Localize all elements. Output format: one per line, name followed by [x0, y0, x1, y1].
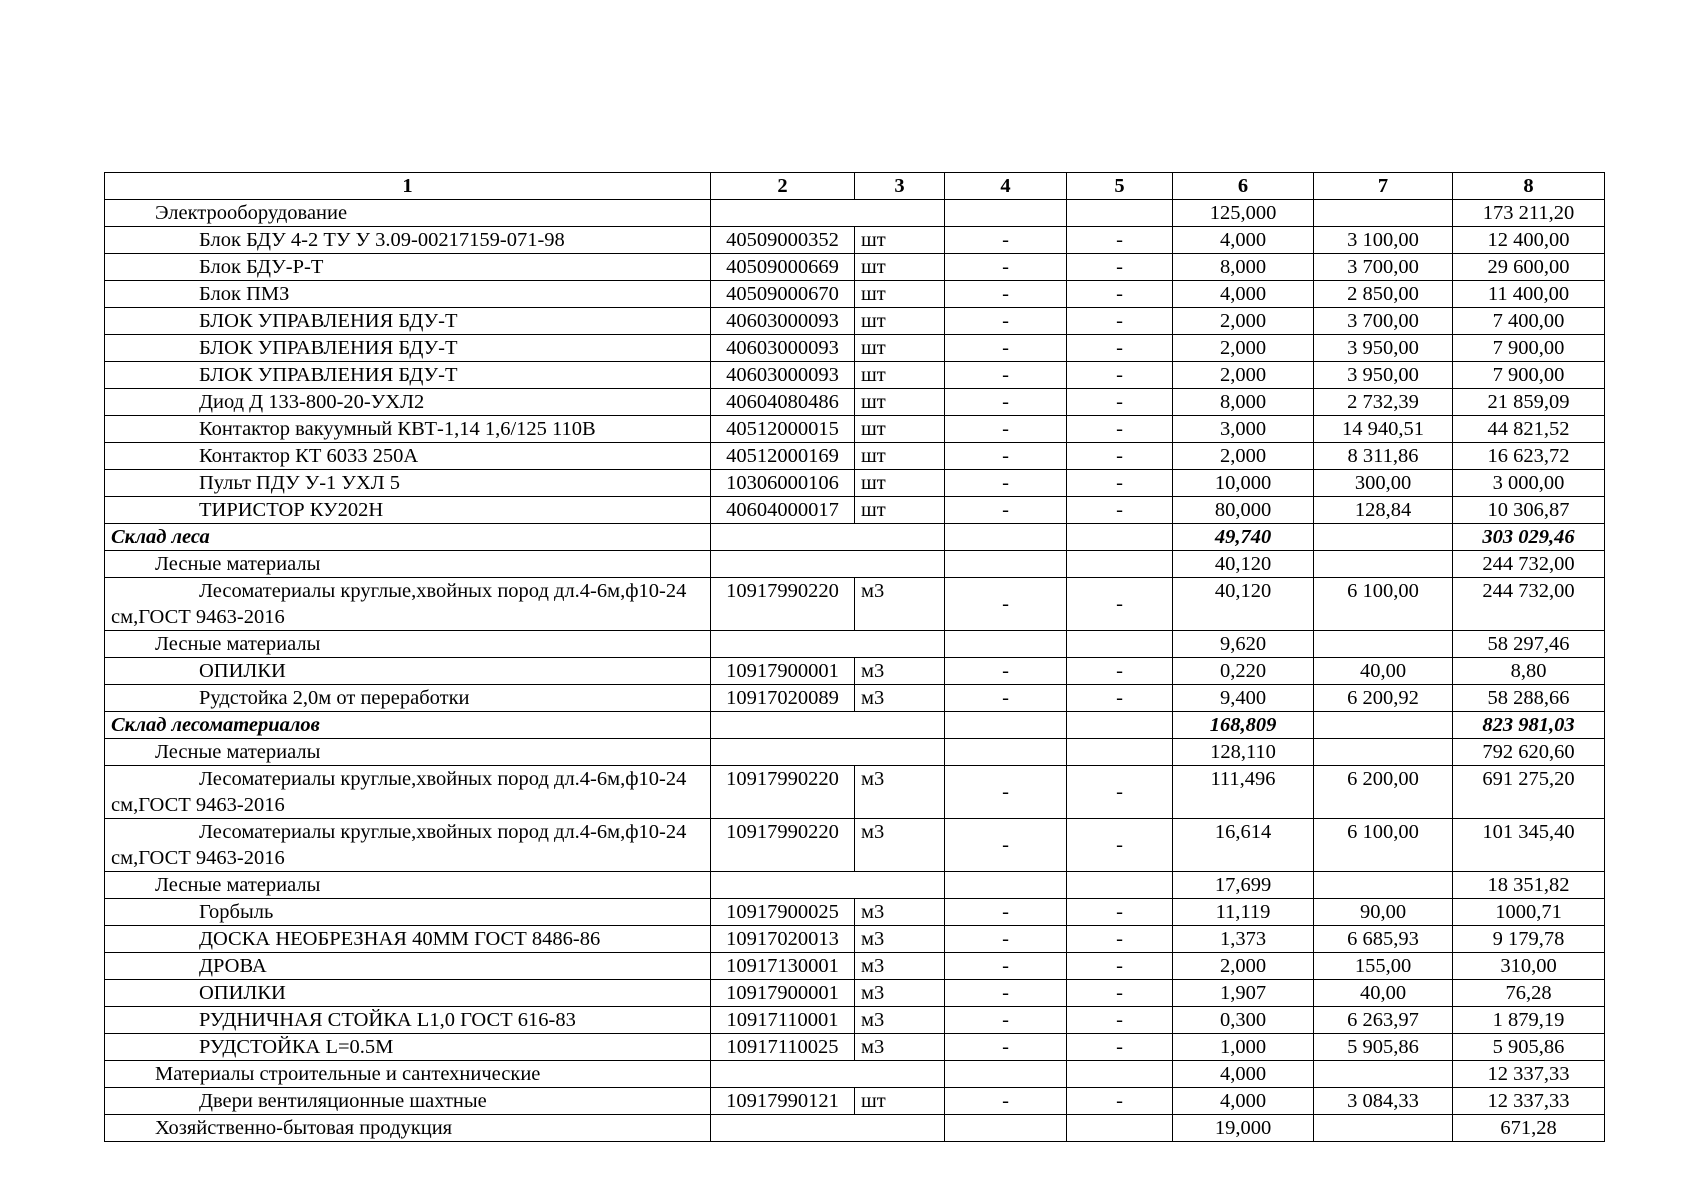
item-name-cell: Горбыль — [105, 899, 711, 926]
empty-cell — [711, 739, 945, 766]
empty-cell — [1314, 872, 1453, 899]
col5-cell: - — [1067, 1088, 1173, 1115]
group-name-cell: Лесные материалы — [105, 631, 711, 658]
sum-cell: 18 351,82 — [1453, 872, 1605, 899]
empty-cell — [945, 524, 1067, 551]
sum-cell: 8,80 — [1453, 658, 1605, 685]
empty-cell — [711, 872, 945, 899]
table-row — [105, 819, 1605, 872]
code-cell: 10917020013 — [711, 926, 855, 953]
quantity-cell: 17,699 — [1173, 872, 1314, 899]
table-row — [105, 980, 1605, 1007]
col4-cell: - — [945, 470, 1067, 497]
col5-cell: - — [1067, 281, 1173, 308]
item-name-cell: Рудстойка 2,0м от переработки — [105, 685, 711, 712]
col5-cell: - — [1067, 227, 1173, 254]
empty-cell — [945, 712, 1067, 739]
column-header-6: 6 — [1173, 173, 1314, 200]
table-row — [105, 227, 1605, 254]
quantity-cell: 10,000 — [1173, 470, 1314, 497]
price-cell: 3 084,33 — [1314, 1088, 1453, 1115]
column-header-5: 5 — [1067, 173, 1173, 200]
empty-cell — [1067, 872, 1173, 899]
sum-cell: 691 275,20 — [1453, 766, 1605, 819]
price-cell: 128,84 — [1314, 497, 1453, 524]
unit-cell: шт — [855, 281, 945, 308]
sum-cell: 9 179,78 — [1453, 926, 1605, 953]
sum-cell: 11 400,00 — [1453, 281, 1605, 308]
group-name-cell: Лесные материалы — [105, 551, 711, 578]
price-cell: 300,00 — [1314, 470, 1453, 497]
item-name-cell: Блок ПМЗ — [105, 281, 711, 308]
table-row — [105, 443, 1605, 470]
quantity-cell: 4,000 — [1173, 1061, 1314, 1088]
col4-cell: - — [945, 980, 1067, 1007]
table-row — [105, 470, 1605, 497]
empty-cell — [711, 200, 945, 227]
table-row — [105, 389, 1605, 416]
sum-cell: 310,00 — [1453, 953, 1605, 980]
col4-cell: - — [945, 308, 1067, 335]
code-cell: 10917110001 — [711, 1007, 855, 1034]
unit-cell: м3 — [855, 980, 945, 1007]
price-cell: 3 100,00 — [1314, 227, 1453, 254]
unit-cell: м3 — [855, 1007, 945, 1034]
sum-cell: 44 821,52 — [1453, 416, 1605, 443]
code-cell: 40603000093 — [711, 308, 855, 335]
col5-cell: - — [1067, 685, 1173, 712]
col4-cell: - — [945, 443, 1067, 470]
code-cell: 40512000015 — [711, 416, 855, 443]
price-cell: 2 732,39 — [1314, 389, 1453, 416]
empty-cell — [711, 551, 945, 578]
quantity-cell: 1,907 — [1173, 980, 1314, 1007]
col4-cell: - — [945, 227, 1067, 254]
section-row — [105, 712, 1605, 739]
quantity-cell: 1,373 — [1173, 926, 1314, 953]
unit-cell: м3 — [855, 578, 945, 631]
empty-cell — [1314, 631, 1453, 658]
unit-cell: шт — [855, 470, 945, 497]
code-cell: 10917130001 — [711, 953, 855, 980]
code-cell: 10917990121 — [711, 1088, 855, 1115]
group-row — [105, 631, 1605, 658]
section-name-cell: Склад лесоматериалов — [105, 712, 711, 739]
column-header-2: 2 — [711, 173, 855, 200]
col5-cell: - — [1067, 254, 1173, 281]
col5-cell: - — [1067, 658, 1173, 685]
table-row — [105, 899, 1605, 926]
col5-cell: - — [1067, 335, 1173, 362]
empty-cell — [1067, 631, 1173, 658]
sum-cell: 1 879,19 — [1453, 1007, 1605, 1034]
sum-cell: 21 859,09 — [1453, 389, 1605, 416]
col4-cell: - — [945, 281, 1067, 308]
code-cell: 40604080486 — [711, 389, 855, 416]
empty-cell — [945, 872, 1067, 899]
quantity-cell: 49,740 — [1173, 524, 1314, 551]
price-cell: 14 940,51 — [1314, 416, 1453, 443]
sum-cell: 823 981,03 — [1453, 712, 1605, 739]
group-row — [105, 872, 1605, 899]
group-name-cell: Хозяйственно-бытовая продукция — [105, 1115, 711, 1142]
code-cell: 40603000093 — [711, 335, 855, 362]
code-cell: 40604000017 — [711, 497, 855, 524]
unit-cell: шт — [855, 308, 945, 335]
sum-cell: 173 211,20 — [1453, 200, 1605, 227]
table-row — [105, 335, 1605, 362]
col4-cell: - — [945, 766, 1067, 819]
sum-cell: 671,28 — [1453, 1115, 1605, 1142]
code-cell: 10917990220 — [711, 819, 855, 872]
unit-cell: м3 — [855, 766, 945, 819]
col4-cell: - — [945, 819, 1067, 872]
sum-cell: 58 297,46 — [1453, 631, 1605, 658]
sum-cell: 12 337,33 — [1453, 1061, 1605, 1088]
empty-cell — [945, 1115, 1067, 1142]
item-name-cell: Пульт ПДУ У-1 УХЛ 5 — [105, 470, 711, 497]
price-cell: 5 905,86 — [1314, 1034, 1453, 1061]
group-name-cell: Электрооборудование — [105, 200, 711, 227]
unit-cell: м3 — [855, 1034, 945, 1061]
sum-cell: 303 029,46 — [1453, 524, 1605, 551]
group-row — [105, 1115, 1605, 1142]
col4-cell: - — [945, 953, 1067, 980]
code-cell: 40512000169 — [711, 443, 855, 470]
empty-cell — [711, 524, 945, 551]
item-name-cell: Диод Д 133-800-20-УХЛ2 — [105, 389, 711, 416]
item-name-cell: ТИРИСТОР КУ202Н — [105, 497, 711, 524]
col5-cell: - — [1067, 362, 1173, 389]
table-row — [105, 416, 1605, 443]
col5-cell: - — [1067, 389, 1173, 416]
quantity-cell: 128,110 — [1173, 739, 1314, 766]
col5-cell: - — [1067, 497, 1173, 524]
col5-cell: - — [1067, 819, 1173, 872]
unit-cell: м3 — [855, 685, 945, 712]
col4-cell: - — [945, 658, 1067, 685]
sum-cell: 7 900,00 — [1453, 362, 1605, 389]
col4-cell: - — [945, 899, 1067, 926]
quantity-cell: 9,620 — [1173, 631, 1314, 658]
code-cell: 10917990220 — [711, 766, 855, 819]
quantity-cell: 2,000 — [1173, 308, 1314, 335]
col5-cell: - — [1067, 1007, 1173, 1034]
empty-cell — [945, 551, 1067, 578]
price-cell: 6 200,92 — [1314, 685, 1453, 712]
code-cell: 10306000106 — [711, 470, 855, 497]
col5-cell: - — [1067, 308, 1173, 335]
item-name-cell: ДОСКА НЕОБРЕЗНАЯ 40ММ ГОСТ 8486-86 — [105, 926, 711, 953]
empty-cell — [711, 1061, 945, 1088]
empty-cell — [711, 1115, 945, 1142]
quantity-cell: 40,120 — [1173, 551, 1314, 578]
table-row — [105, 685, 1605, 712]
empty-cell — [945, 739, 1067, 766]
unit-cell: шт — [855, 416, 945, 443]
unit-cell: шт — [855, 227, 945, 254]
sum-cell: 16 623,72 — [1453, 443, 1605, 470]
column-header-3: 3 — [855, 173, 945, 200]
section-row — [105, 524, 1605, 551]
sum-cell: 244 732,00 — [1453, 578, 1605, 631]
item-name-cell: ОПИЛКИ — [105, 980, 711, 1007]
col4-cell: - — [945, 685, 1067, 712]
col4-cell: - — [945, 1088, 1067, 1115]
quantity-cell: 4,000 — [1173, 1088, 1314, 1115]
code-cell: 10917110025 — [711, 1034, 855, 1061]
unit-cell: м3 — [855, 899, 945, 926]
table-row — [105, 254, 1605, 281]
table-row — [105, 578, 1605, 631]
code-cell: 10917900001 — [711, 658, 855, 685]
empty-cell — [711, 631, 945, 658]
sum-cell: 76,28 — [1453, 980, 1605, 1007]
table-row — [105, 658, 1605, 685]
table-row — [105, 1088, 1605, 1115]
empty-cell — [1067, 739, 1173, 766]
empty-cell — [945, 631, 1067, 658]
unit-cell: м3 — [855, 658, 945, 685]
item-name-cell: РУДСТОЙКА L=0.5М — [105, 1034, 711, 1061]
empty-cell — [1314, 739, 1453, 766]
col5-cell: - — [1067, 766, 1173, 819]
empty-cell — [945, 200, 1067, 227]
price-cell: 6 685,93 — [1314, 926, 1453, 953]
quantity-cell: 2,000 — [1173, 953, 1314, 980]
price-cell: 6 200,00 — [1314, 766, 1453, 819]
price-cell: 40,00 — [1314, 980, 1453, 1007]
unit-cell: шт — [855, 1088, 945, 1115]
col4-cell: - — [945, 1007, 1067, 1034]
section-name-cell: Склад леса — [105, 524, 711, 551]
table-row — [105, 308, 1605, 335]
group-row — [105, 200, 1605, 227]
price-cell: 6 100,00 — [1314, 578, 1453, 631]
sum-cell: 7 900,00 — [1453, 335, 1605, 362]
quantity-cell: 4,000 — [1173, 281, 1314, 308]
col4-cell: - — [945, 362, 1067, 389]
item-name-cell: Блок БДУ 4-2 ТУ У 3.09-00217159-071-98 — [105, 227, 711, 254]
code-cell: 40603000093 — [711, 362, 855, 389]
empty-cell — [1067, 712, 1173, 739]
code-cell: 10917900001 — [711, 980, 855, 1007]
unit-cell: м3 — [855, 953, 945, 980]
table-row — [105, 926, 1605, 953]
table-row — [105, 1007, 1605, 1034]
item-name-cell: БЛОК УПРАВЛЕНИЯ БДУ-Т — [105, 362, 711, 389]
col5-cell: - — [1067, 443, 1173, 470]
quantity-cell: 19,000 — [1173, 1115, 1314, 1142]
price-cell: 3 700,00 — [1314, 308, 1453, 335]
sum-cell: 58 288,66 — [1453, 685, 1605, 712]
table-body — [105, 200, 1605, 1142]
quantity-cell: 3,000 — [1173, 416, 1314, 443]
quantity-cell: 9,400 — [1173, 685, 1314, 712]
col5-cell: - — [1067, 899, 1173, 926]
item-name-cell: БЛОК УПРАВЛЕНИЯ БДУ-Т — [105, 308, 711, 335]
quantity-cell: 40,120 — [1173, 578, 1314, 631]
quantity-cell: 0,220 — [1173, 658, 1314, 685]
unit-cell: шт — [855, 497, 945, 524]
price-cell: 2 850,00 — [1314, 281, 1453, 308]
code-cell: 10917900025 — [711, 899, 855, 926]
group-row — [105, 1061, 1605, 1088]
unit-cell: шт — [855, 254, 945, 281]
empty-cell — [1314, 1061, 1453, 1088]
code-cell: 10917990220 — [711, 578, 855, 631]
quantity-cell: 111,496 — [1173, 766, 1314, 819]
empty-cell — [1314, 200, 1453, 227]
col5-cell: - — [1067, 953, 1173, 980]
sum-cell: 792 620,60 — [1453, 739, 1605, 766]
column-header-1: 1 — [105, 173, 711, 200]
item-name-cell: Лесоматериалы круглые,хвойных пород дл.4-6м,ф10-24 см,ГОСТ 9463-2016 — [105, 578, 711, 631]
col4-cell: - — [945, 254, 1067, 281]
empty-cell — [1067, 524, 1173, 551]
item-name-cell: Контактор КТ 6033 250А — [105, 443, 711, 470]
col4-cell: - — [945, 335, 1067, 362]
price-cell: 6 100,00 — [1314, 819, 1453, 872]
table-row — [105, 497, 1605, 524]
quantity-cell: 168,809 — [1173, 712, 1314, 739]
sum-cell: 101 345,40 — [1453, 819, 1605, 872]
item-name-cell: Двери вентиляционные шахтные — [105, 1088, 711, 1115]
group-name-cell: Лесные материалы — [105, 872, 711, 899]
empty-cell — [1067, 1061, 1173, 1088]
table-row — [105, 766, 1605, 819]
item-name-cell: ОПИЛКИ — [105, 658, 711, 685]
sum-cell: 12 337,33 — [1453, 1088, 1605, 1115]
quantity-cell: 8,000 — [1173, 254, 1314, 281]
empty-cell — [1067, 200, 1173, 227]
sum-cell: 1000,71 — [1453, 899, 1605, 926]
quantity-cell: 2,000 — [1173, 362, 1314, 389]
item-name-cell: Лесоматериалы круглые,хвойных пород дл.4-6м,ф10-24 см,ГОСТ 9463-2016 — [105, 766, 711, 819]
header-row — [105, 173, 1605, 200]
col4-cell: - — [945, 497, 1067, 524]
price-cell: 6 263,97 — [1314, 1007, 1453, 1034]
unit-cell: шт — [855, 335, 945, 362]
empty-cell — [1067, 1115, 1173, 1142]
col4-cell: - — [945, 416, 1067, 443]
empty-cell — [711, 712, 945, 739]
col5-cell: - — [1067, 1034, 1173, 1061]
quantity-cell: 0,300 — [1173, 1007, 1314, 1034]
unit-cell: шт — [855, 443, 945, 470]
col5-cell: - — [1067, 470, 1173, 497]
code-cell: 10917020089 — [711, 685, 855, 712]
quantity-cell: 1,000 — [1173, 1034, 1314, 1061]
item-name-cell: БЛОК УПРАВЛЕНИЯ БДУ-Т — [105, 335, 711, 362]
col5-cell: - — [1067, 926, 1173, 953]
sum-cell: 7 400,00 — [1453, 308, 1605, 335]
price-cell: 40,00 — [1314, 658, 1453, 685]
quantity-cell: 125,000 — [1173, 200, 1314, 227]
col5-cell: - — [1067, 578, 1173, 631]
table-row — [105, 953, 1605, 980]
item-name-cell: РУДНИЧНАЯ СТОЙКА L1,0 ГОСТ 616-83 — [105, 1007, 711, 1034]
inventory-table — [104, 172, 1605, 1142]
item-name-cell: Блок БДУ-Р-Т — [105, 254, 711, 281]
group-name-cell: Материалы строительные и сантехнические — [105, 1061, 711, 1088]
price-cell: 3 950,00 — [1314, 335, 1453, 362]
col4-cell: - — [945, 926, 1067, 953]
unit-cell: м3 — [855, 926, 945, 953]
col4-cell: - — [945, 1034, 1067, 1061]
sum-cell: 29 600,00 — [1453, 254, 1605, 281]
empty-cell — [945, 1061, 1067, 1088]
code-cell: 40509000670 — [711, 281, 855, 308]
group-name-cell: Лесные материалы — [105, 739, 711, 766]
item-name-cell: ДРОВА — [105, 953, 711, 980]
quantity-cell: 11,119 — [1173, 899, 1314, 926]
quantity-cell: 16,614 — [1173, 819, 1314, 872]
column-header-4: 4 — [945, 173, 1067, 200]
group-row — [105, 739, 1605, 766]
quantity-cell: 4,000 — [1173, 227, 1314, 254]
column-header-7: 7 — [1314, 173, 1453, 200]
sum-cell: 244 732,00 — [1453, 551, 1605, 578]
item-name-cell: Контактор вакуумный КВТ-1,14 1,6/125 110В — [105, 416, 711, 443]
price-cell: 3 700,00 — [1314, 254, 1453, 281]
code-cell: 40509000352 — [711, 227, 855, 254]
empty-cell — [1314, 524, 1453, 551]
empty-cell — [1314, 551, 1453, 578]
column-header-8: 8 — [1453, 173, 1605, 200]
col4-cell: - — [945, 578, 1067, 631]
price-cell: 90,00 — [1314, 899, 1453, 926]
price-cell: 155,00 — [1314, 953, 1453, 980]
code-cell: 40509000669 — [711, 254, 855, 281]
empty-cell — [1067, 551, 1173, 578]
unit-cell: м3 — [855, 819, 945, 872]
quantity-cell: 80,000 — [1173, 497, 1314, 524]
unit-cell: шт — [855, 362, 945, 389]
quantity-cell: 8,000 — [1173, 389, 1314, 416]
col5-cell: - — [1067, 980, 1173, 1007]
empty-cell — [1314, 712, 1453, 739]
group-row — [105, 551, 1605, 578]
sum-cell: 10 306,87 — [1453, 497, 1605, 524]
col4-cell: - — [945, 389, 1067, 416]
sum-cell: 3 000,00 — [1453, 470, 1605, 497]
empty-cell — [1314, 1115, 1453, 1142]
price-cell: 3 950,00 — [1314, 362, 1453, 389]
table-row — [105, 362, 1605, 389]
unit-cell: шт — [855, 389, 945, 416]
table-row — [105, 281, 1605, 308]
quantity-cell: 2,000 — [1173, 335, 1314, 362]
sum-cell: 12 400,00 — [1453, 227, 1605, 254]
quantity-cell: 2,000 — [1173, 443, 1314, 470]
table-row — [105, 1034, 1605, 1061]
sum-cell: 5 905,86 — [1453, 1034, 1605, 1061]
col5-cell: - — [1067, 416, 1173, 443]
item-name-cell: Лесоматериалы круглые,хвойных пород дл.4-6м,ф10-24 см,ГОСТ 9463-2016 — [105, 819, 711, 872]
price-cell: 8 311,86 — [1314, 443, 1453, 470]
